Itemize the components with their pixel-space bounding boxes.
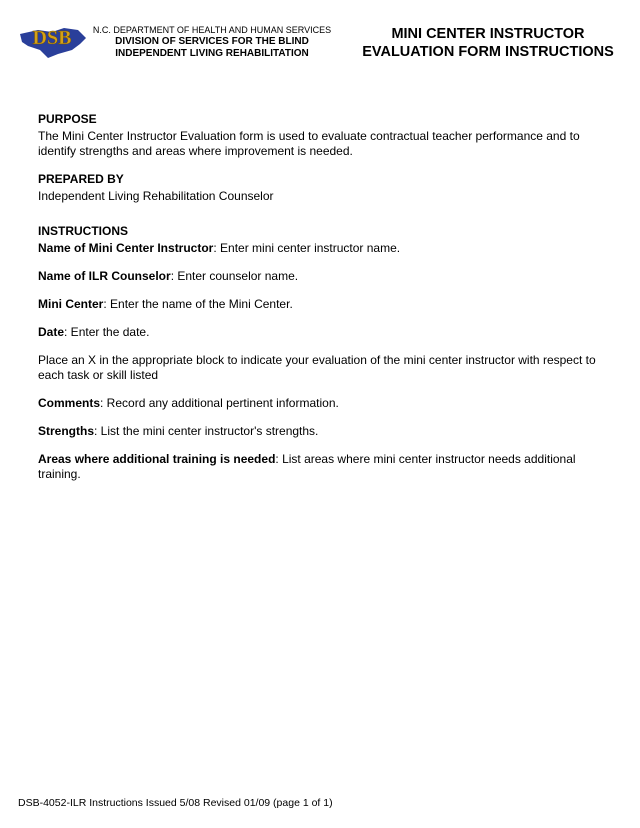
form-title — [350, 25, 626, 61]
organization-block — [92, 25, 332, 60]
instructions-section — [38, 224, 608, 482]
instruction-label: Date — [38, 325, 65, 339]
instruction-text: Place an X in the appropriate block to indicate your evaluation of the mini center instructor with respect to each task or skill listed — [38, 353, 596, 382]
form-footer: DSB-4052-ILR Instructions Issued 5/08 Revised 01/09 (page 1 of 1) — [18, 797, 333, 809]
instruction-label: Name of Mini Center Instructor — [38, 241, 214, 255]
instruction-list — [38, 241, 608, 482]
instruction-label: Mini Center — [38, 297, 104, 311]
org-division: DIVISION OF SERVICES FOR THE BLIND — [115, 36, 309, 47]
instruction-label: Strengths — [38, 424, 95, 438]
instruction-item — [38, 353, 608, 383]
instructions-heading: INSTRUCTIONS — [38, 224, 128, 238]
purpose-heading: PURPOSE — [38, 112, 97, 126]
instruction-text: : Record any additional pertinent information. — [100, 396, 339, 410]
instruction-text: : Enter the date. — [64, 325, 150, 339]
prepared-by-text: Independent Living Rehabilitation Counselor — [38, 189, 274, 203]
instruction-label: Comments — [38, 396, 101, 410]
document-body — [38, 112, 608, 495]
instruction-item — [38, 269, 608, 284]
instruction-item — [38, 325, 608, 340]
org-program: INDEPENDENT LIVING REHABILITATION — [115, 48, 309, 59]
instruction-text: : Enter mini center instructor name. — [213, 241, 401, 255]
instruction-item — [38, 241, 608, 256]
form-title-line1: MINI CENTER INSTRUCTOR — [391, 26, 585, 42]
dsb-logo — [18, 20, 88, 60]
prepared-by-section — [38, 172, 608, 204]
instruction-label: Areas where additional training is needed — [38, 452, 276, 466]
instruction-item — [38, 452, 608, 482]
purpose-section — [38, 112, 608, 159]
form-title-line2: EVALUATION FORM INSTRUCTIONS — [362, 44, 614, 60]
logo-text: DSB — [32, 27, 72, 49]
instruction-item — [38, 297, 608, 312]
prepared-by-heading: PREPARED BY — [38, 172, 124, 186]
instruction-text: : Enter the name of the Mini Center. — [103, 297, 293, 311]
purpose-text: The Mini Center Instructor Evaluation form is used to evaluate contractual teacher performance and to identify strengths and areas where improvement is needed. — [38, 129, 580, 158]
instruction-item — [38, 396, 608, 411]
instruction-text: : List areas where mini center instructor needs additional training. — [38, 452, 576, 481]
instruction-text: : Enter counselor name. — [170, 269, 299, 283]
instruction-text: : List the mini center instructor's strengths. — [94, 424, 319, 438]
instruction-label: Name of ILR Counselor — [38, 269, 171, 283]
instruction-item — [38, 424, 608, 439]
org-department: N.C. DEPARTMENT OF HEALTH AND HUMAN SERVICES — [92, 25, 332, 35]
